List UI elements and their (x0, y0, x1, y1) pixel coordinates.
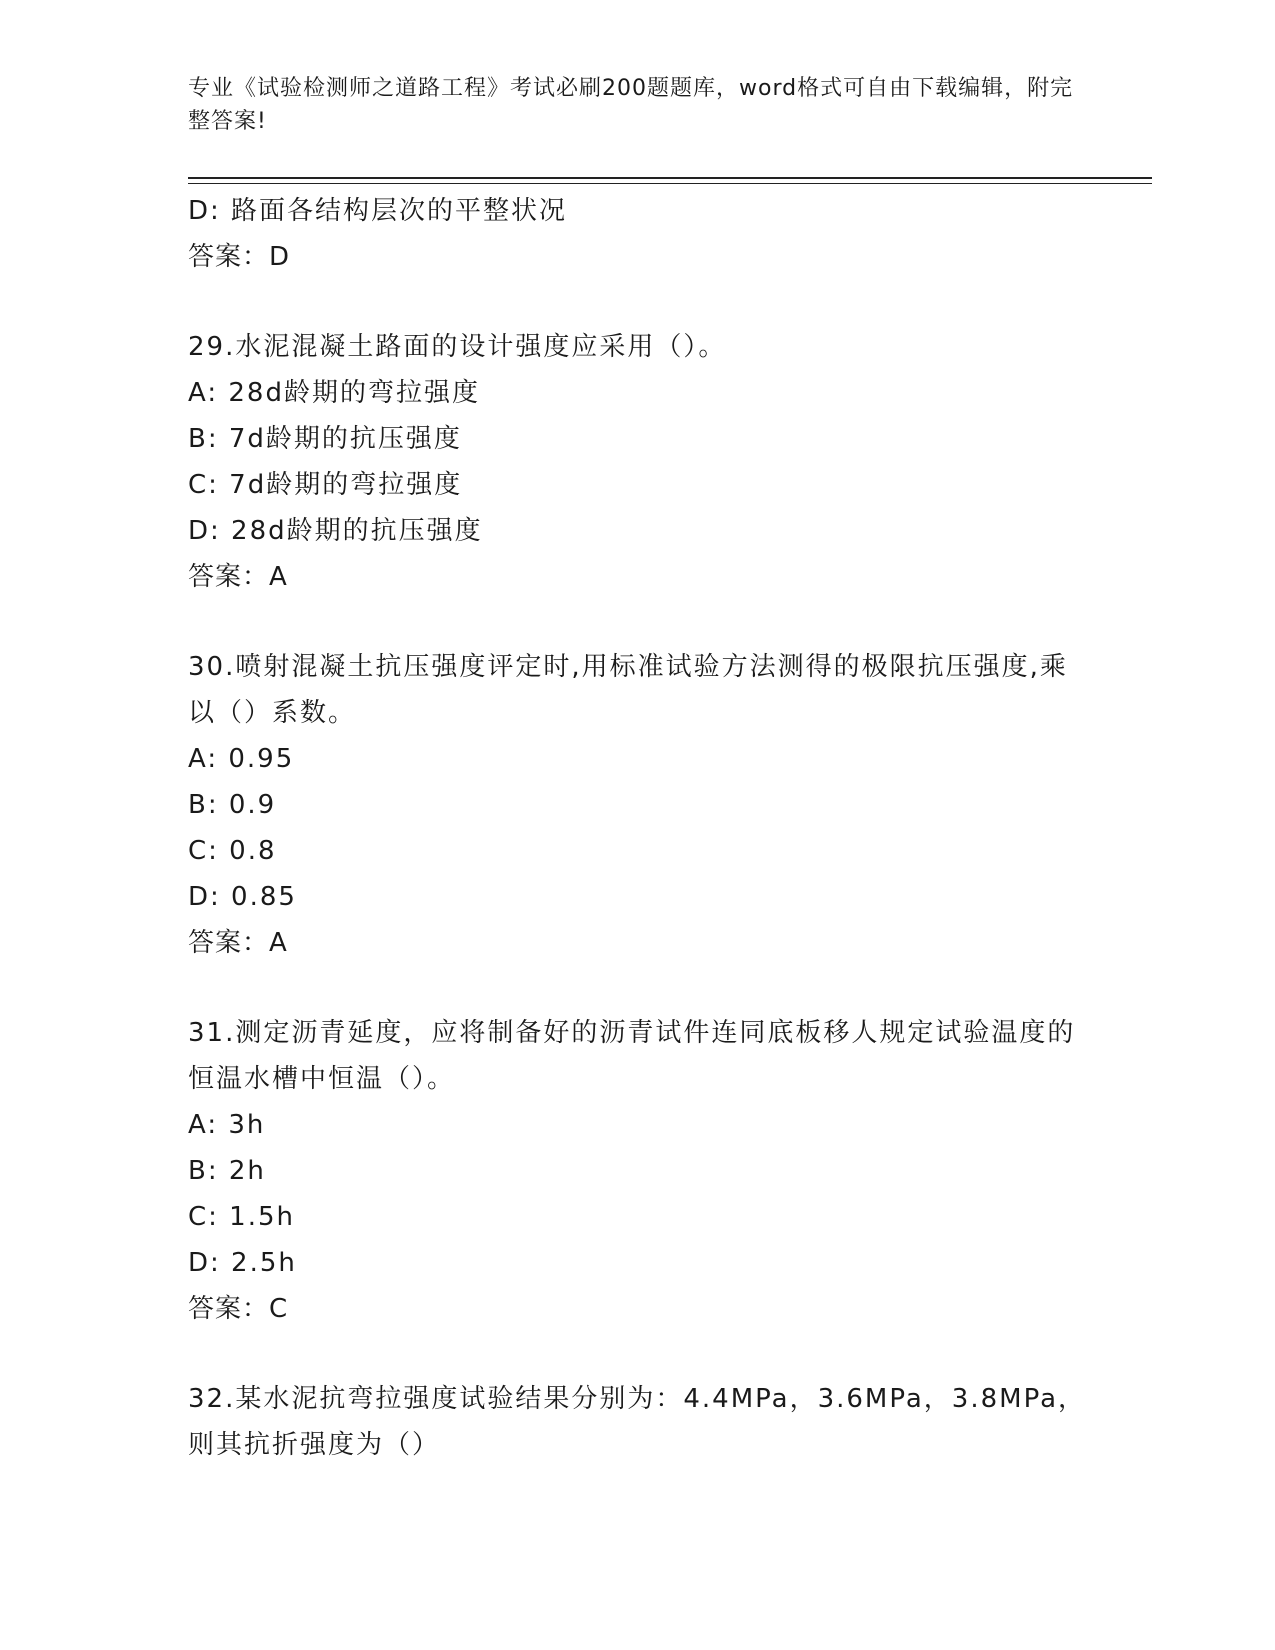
option-b: B: 7d龄期的抗压强度 (188, 424, 462, 454)
option-d: D: 路面各结构层次的平整状况 (188, 196, 568, 226)
answer: 答案：A (188, 928, 288, 958)
option-c: C: 0.8 (188, 836, 277, 866)
header-divider-thin (188, 183, 1152, 184)
answer: 答案：D (188, 242, 291, 272)
document-header: 专业《试验检测师之道路工程》考试必刷200题题库，word格式可自由下载编辑，附完整答案! (188, 76, 1074, 134)
answer: 答案：C (188, 1294, 289, 1324)
option-d: D: 28d龄期的抗压强度 (188, 516, 483, 546)
question-30 (188, 644, 1088, 966)
header-divider-thick (188, 177, 1152, 179)
option-d: D: 0.85 (188, 882, 297, 912)
answer: 答案：A (188, 562, 288, 592)
question-29 (188, 324, 1088, 600)
question-stem: 32.某水泥抗弯拉强度试验结果分别为：4.4MPa，3.6MPa，3.8MPa，则其抗折强度为（） (188, 1384, 1087, 1460)
question-stem: 30.喷射混凝土抗压强度评定时,用标准试验方法测得的极限抗压强度,乘以（）系数。 (188, 652, 1068, 728)
question-stem: 31.测定沥青延度，应将制备好的沥青试件连同底板移人规定试验温度的恒温水槽中恒温（）。 (188, 1018, 1076, 1094)
question-stem: 29.水泥混凝土路面的设计强度应采用（）。 (188, 332, 727, 362)
option-a: A: 0.95 (188, 744, 295, 774)
question-content (188, 188, 1088, 1468)
option-b: B: 0.9 (188, 790, 277, 820)
option-b: B: 2h (188, 1156, 266, 1186)
question-31 (188, 1010, 1088, 1332)
option-c: C: 7d龄期的弯拉强度 (188, 470, 463, 500)
question-32 (188, 1376, 1088, 1468)
option-a: A: 28d龄期的弯拉强度 (188, 378, 480, 408)
option-c: C: 1.5h (188, 1202, 296, 1232)
option-d: D: 2.5h (188, 1248, 297, 1278)
option-a: A: 3h (188, 1110, 266, 1140)
